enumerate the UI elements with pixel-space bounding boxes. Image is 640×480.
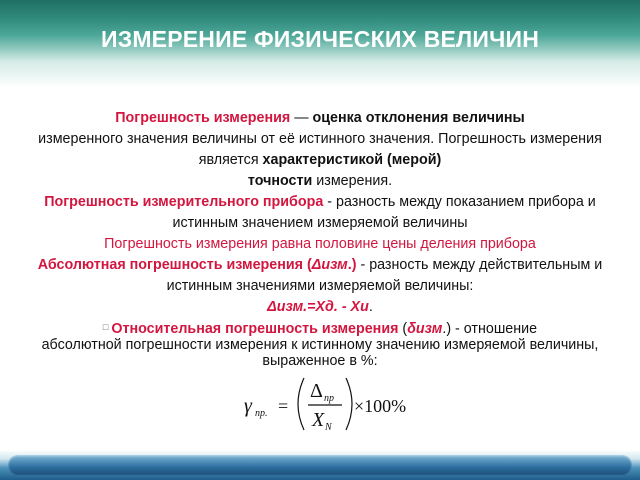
definition-instrument-error: Погрешность измерительного прибора - разность между показанием прибора и истинным значением измеряемой величины — [44, 194, 596, 231]
formula-equals: = — [278, 396, 289, 416]
term-measurement-error: Погрешность измерения — [115, 110, 291, 126]
reduced-error-formula — [242, 372, 412, 436]
left-parenthesis — [298, 378, 304, 430]
symbol-relative-error: δизм — [407, 321, 443, 337]
definition-measurement-error: Погрешность измерения — оценка отклонения величины измеренного значения величины от её истинного значения. Погрешность измерения является характеристикой (мерой) точности измерения. — [38, 110, 602, 189]
absolute-error-formula: Δизм.=Хд. - Хи — [267, 299, 369, 315]
formula-numerator: Δ — [310, 380, 323, 402]
formula-times-100-percent: ×100% — [354, 396, 407, 416]
term-instrument-error: Погрешность измерительного прибора — [44, 194, 324, 210]
note-half-division: Погрешность измерения равна половине цены деления прибора — [104, 236, 536, 252]
term-relative-error: Относительная погрешность измерения — [111, 321, 399, 337]
formula-gamma: γ — [244, 395, 252, 417]
formula-denominator-subscript: N — [325, 422, 332, 433]
slide-body — [14, 108, 626, 369]
definition-relative-error: □ Относительная погрешность измерения (δизм.) - отношение абсолютной погрешности измерения к истинному значению измеряемой величины, выраженное в %: — [41, 321, 599, 369]
formula-gamma-subscript: пр. — [255, 408, 268, 419]
formula-denominator: X — [312, 409, 325, 431]
formula-numerator-subscript: пр — [324, 393, 334, 404]
slide-title: ИЗМЕРЕНИЕ ФИЗИЧЕСКИХ ВЕЛИЧИН — [100, 26, 540, 52]
definition-absolute-error: Абсолютная погрешность измерения (Δизм.) - разность между действительным и истинным значениями измеряемой величины: Δизм.=Хд. - Хи. — [37, 257, 603, 315]
right-parenthesis — [346, 378, 352, 430]
symbol-absolute-error: Δизм — [311, 257, 348, 273]
footer-bar — [8, 455, 632, 475]
bullet-icon: □ — [102, 322, 109, 332]
